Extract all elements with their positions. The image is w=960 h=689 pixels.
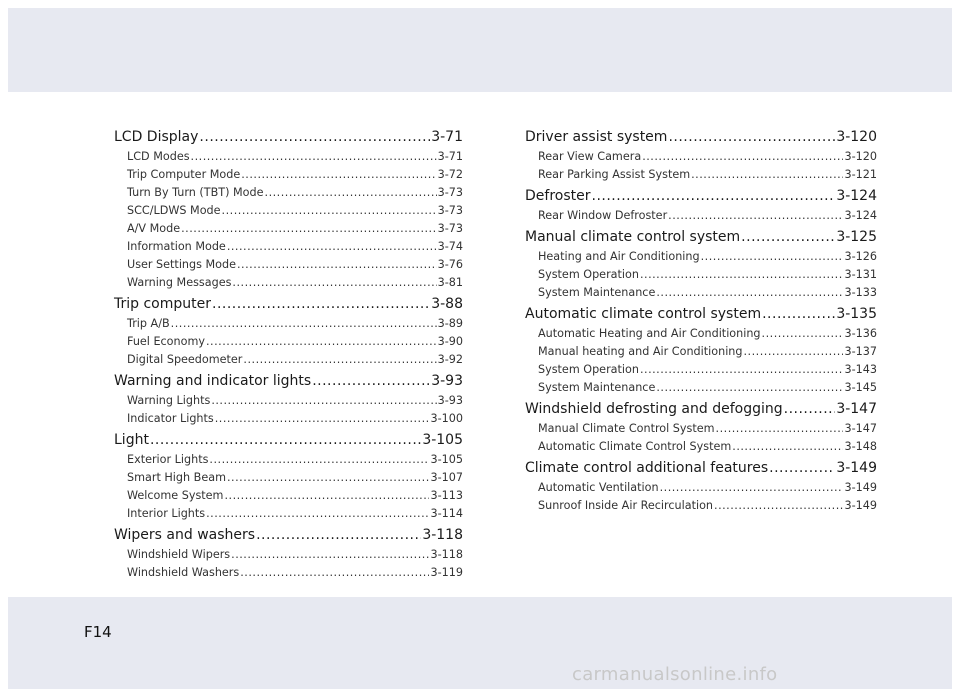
toc-entry-page: 3-147 (844, 422, 877, 435)
dot-leader (181, 222, 436, 235)
dot-leader (741, 229, 835, 245)
dot-leader (241, 168, 436, 181)
toc-entry-page: 3-118 (430, 548, 463, 561)
toc-section-page: 3-135 (836, 306, 877, 322)
toc-section-label: Automatic climate control system (525, 306, 762, 322)
toc-entry-label: SCC/LDWS Mode (127, 204, 221, 217)
dot-leader (150, 432, 421, 448)
toc-entry[interactable] (114, 412, 463, 430)
toc-section-label: Windshield defrosting and defogging (525, 401, 783, 417)
toc-section-label: Climate control additional features (525, 460, 769, 476)
toc-section-page: 3-105 (422, 432, 463, 448)
toc-entry-page: 3-143 (844, 363, 877, 376)
dot-leader (592, 188, 836, 204)
toc-entry-page: 3-149 (844, 481, 877, 494)
toc-entry[interactable] (525, 499, 877, 517)
dot-leader (716, 422, 844, 435)
toc-section-label: Warning and indicator lights (114, 373, 312, 389)
dot-leader (691, 168, 843, 181)
toc-entry[interactable] (114, 335, 463, 353)
toc-entry-page: 3-124 (844, 209, 877, 222)
toc-section[interactable] (114, 296, 463, 317)
toc-entry[interactable] (114, 258, 463, 276)
toc-entry-label: Rear View Camera (538, 150, 642, 163)
toc-entry-label: Turn By Turn (TBT) Mode (127, 186, 264, 199)
footer-band (8, 597, 952, 689)
toc-entry-page: 3-89 (437, 317, 463, 330)
toc-entry-page: 3-137 (844, 345, 877, 358)
toc-entry-label: System Operation (538, 268, 639, 281)
toc-entry-label: Exterior Lights (127, 453, 209, 466)
toc-section[interactable] (525, 460, 877, 481)
toc-entry-page: 3-113 (430, 489, 463, 502)
toc-section-page: 3-125 (836, 229, 877, 245)
dot-leader (227, 240, 437, 253)
toc-section-page: 3-149 (836, 460, 877, 476)
toc-entry[interactable] (114, 566, 463, 584)
toc-entry-page: 3-126 (844, 250, 877, 263)
toc-entry[interactable] (114, 507, 463, 525)
toc-entry[interactable] (114, 186, 463, 204)
toc-entry-label: Indicator Lights (127, 412, 214, 425)
toc-entry[interactable] (525, 440, 877, 458)
toc-entry-label: Rear Window Defroster (538, 209, 668, 222)
toc-entry-label: Automatic Ventilation (538, 481, 659, 494)
dot-leader (224, 489, 429, 502)
toc-entry-page: 3-71 (437, 150, 463, 163)
toc-entry[interactable] (114, 150, 463, 168)
toc-entry-label: Windshield Washers (127, 566, 240, 579)
toc-entry[interactable] (525, 327, 877, 345)
toc-entry-page: 3-73 (437, 204, 463, 217)
toc-entry-label: Warning Messages (127, 276, 232, 289)
dot-leader (209, 453, 429, 466)
toc-section-label: Defroster (525, 188, 591, 204)
dot-leader (312, 373, 430, 389)
toc-section[interactable] (114, 527, 463, 548)
dot-leader (231, 548, 429, 561)
toc-section[interactable] (525, 129, 877, 150)
toc-section-page: 3-124 (836, 188, 877, 204)
header-band (8, 8, 952, 92)
page-number: F14 (84, 623, 112, 641)
toc-entry[interactable] (114, 453, 463, 471)
dot-leader (171, 317, 437, 330)
dot-leader (243, 353, 436, 366)
toc-entry[interactable] (525, 150, 877, 168)
dot-leader (769, 460, 835, 476)
dot-leader (660, 481, 844, 494)
toc-entry-page: 3-81 (437, 276, 463, 289)
toc-section-page: 3-93 (431, 373, 463, 389)
toc-entry-label: A/V Mode (127, 222, 181, 235)
toc-entry-page: 3-73 (437, 222, 463, 235)
toc-entry-label: Digital Speedometer (127, 353, 243, 366)
toc-entry-page: 3-76 (437, 258, 463, 271)
toc-entry[interactable] (114, 548, 463, 566)
toc-entry-page: 3-131 (844, 268, 877, 281)
toc-entry-page: 3-119 (430, 566, 463, 579)
toc-section[interactable] (525, 188, 877, 209)
toc-entry-label: Warning Lights (127, 394, 211, 407)
toc-entry[interactable] (114, 489, 463, 507)
toc-entry-label: Automatic Heating and Air Conditioning (538, 327, 761, 340)
toc-section[interactable] (525, 401, 877, 422)
toc-entry[interactable] (114, 394, 463, 412)
toc-section[interactable] (114, 129, 463, 150)
toc-entry-page: 3-90 (437, 335, 463, 348)
dot-leader (732, 440, 843, 453)
toc-entry[interactable] (525, 286, 877, 304)
toc-entry-page: 3-120 (844, 150, 877, 163)
toc-entry-label: Windshield Wipers (127, 548, 231, 561)
toc-entry-label: Welcome System (127, 489, 224, 502)
toc-entry-page: 3-148 (844, 440, 877, 453)
dot-leader (762, 306, 835, 322)
toc-entry[interactable] (114, 276, 463, 294)
toc-section-label: Light (114, 432, 149, 448)
toc-entry-page: 3-136 (844, 327, 877, 340)
toc-section-label: Manual climate control system (525, 229, 741, 245)
dot-leader (762, 327, 844, 340)
toc-entry-page: 3-133 (844, 286, 877, 299)
toc-entry-label: LCD Modes (127, 150, 190, 163)
toc-entry-label: System Maintenance (538, 381, 656, 394)
dot-leader (211, 394, 436, 407)
dot-leader (232, 276, 436, 289)
dot-leader (668, 209, 843, 222)
toc-entry-label: Manual Climate Control System (538, 422, 715, 435)
dot-leader (642, 150, 843, 163)
toc-section[interactable] (525, 306, 877, 327)
toc-entry-label: Trip Computer Mode (127, 168, 241, 181)
dot-leader (215, 412, 430, 425)
watermark-text: carmanualsonline.info (572, 664, 778, 685)
dot-leader (240, 566, 429, 579)
toc-entry[interactable] (114, 168, 463, 186)
toc-section-label: Wipers and washers (114, 527, 256, 543)
dot-leader (744, 345, 844, 358)
toc-entry-page: 3-105 (430, 453, 463, 466)
dot-leader (265, 186, 437, 199)
toc-entry-page: 3-114 (430, 507, 463, 520)
toc-entry[interactable] (114, 240, 463, 258)
dot-leader (206, 507, 429, 520)
toc-entry-label: Heating and Air Conditioning (538, 250, 700, 263)
toc-entry[interactable] (525, 422, 877, 440)
toc-entry-label: System Operation (538, 363, 639, 376)
toc-entry-page: 3-121 (844, 168, 877, 181)
toc-entry-label: Smart High Beam (127, 471, 226, 484)
toc-section-page: 3-147 (836, 401, 877, 417)
toc-entry[interactable] (525, 381, 877, 399)
toc-entry[interactable] (525, 268, 877, 286)
toc-entry-label: Rear Parking Assist System (538, 168, 691, 181)
toc-section-page: 3-120 (836, 129, 877, 145)
toc-entry-label: Trip A/B (127, 317, 170, 330)
toc-entry-label: Fuel Economy (127, 335, 205, 348)
dot-leader (714, 499, 843, 512)
dot-leader (256, 527, 421, 543)
toc-entry[interactable] (114, 317, 463, 335)
dot-leader (237, 258, 437, 271)
toc-section-page: 3-88 (431, 296, 463, 312)
toc-entry-page: 3-100 (430, 412, 463, 425)
toc-right-column (525, 129, 877, 517)
toc-section-label: Trip computer (114, 296, 211, 312)
dot-leader (784, 401, 836, 417)
toc-entry[interactable] (525, 363, 877, 381)
toc-entry-page: 3-74 (437, 240, 463, 253)
dot-leader (640, 268, 844, 281)
toc-entry-label: User Settings Mode (127, 258, 236, 271)
toc-entry[interactable] (525, 481, 877, 499)
dot-leader (701, 250, 844, 263)
toc-section-label: Driver assist system (525, 129, 668, 145)
toc-entry-page: 3-92 (437, 353, 463, 366)
toc-entry-page: 3-73 (437, 186, 463, 199)
toc-entry[interactable] (525, 345, 877, 363)
toc-entry[interactable] (114, 353, 463, 371)
dot-leader (656, 286, 843, 299)
toc-entry-page: 3-145 (844, 381, 877, 394)
toc-entry[interactable] (114, 204, 463, 222)
toc-entry[interactable] (525, 209, 877, 227)
toc-section-page: 3-118 (422, 527, 463, 543)
dot-leader (640, 363, 844, 376)
dot-leader (227, 471, 430, 484)
toc-section-page: 3-71 (431, 129, 463, 145)
toc-entry[interactable] (114, 222, 463, 240)
toc-entry-page: 3-107 (430, 471, 463, 484)
toc-entry-label: Sunroof Inside Air Recirculation (538, 499, 714, 512)
toc-entry[interactable] (114, 471, 463, 489)
toc-entry-label: Information Mode (127, 240, 226, 253)
toc-entry-page: 3-149 (844, 499, 877, 512)
dot-leader (199, 129, 430, 145)
toc-section-label: LCD Display (114, 129, 199, 145)
toc-left-column (114, 129, 463, 584)
toc-entry-label: System Maintenance (538, 286, 656, 299)
toc-entry-page: 3-93 (437, 394, 463, 407)
dot-leader (206, 335, 437, 348)
toc-entry-label: Automatic Climate Control System (538, 440, 732, 453)
toc-entry[interactable] (525, 250, 877, 268)
toc-entry-label: Manual heating and Air Conditioning (538, 345, 743, 358)
toc-section[interactable] (114, 373, 463, 394)
toc-entry[interactable] (525, 168, 877, 186)
toc-entry-page: 3-72 (437, 168, 463, 181)
dot-leader (656, 381, 843, 394)
toc-section[interactable] (114, 432, 463, 453)
dot-leader (222, 204, 437, 217)
toc-section[interactable] (525, 229, 877, 250)
dot-leader (191, 150, 437, 163)
dot-leader (212, 296, 430, 312)
toc-entry-label: Interior Lights (127, 507, 206, 520)
dot-leader (668, 129, 835, 145)
